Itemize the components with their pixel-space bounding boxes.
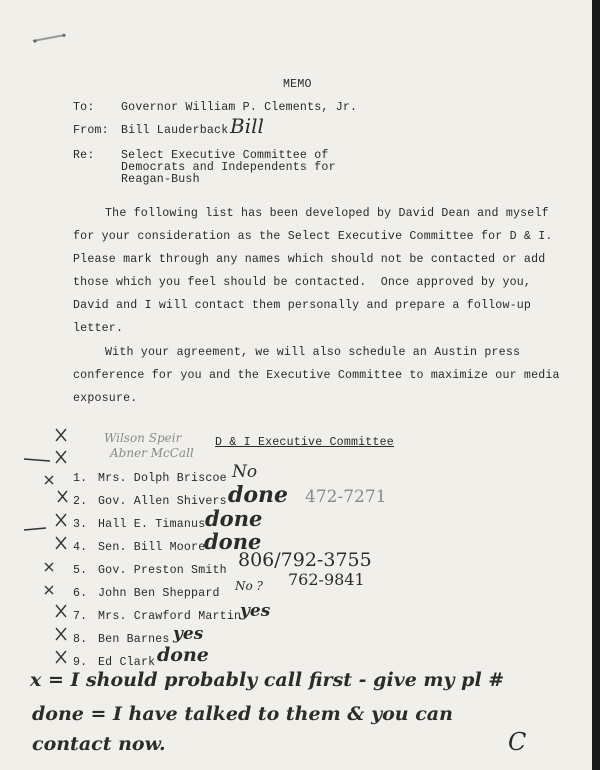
committee-num: 4. (73, 541, 88, 554)
committee-num: 2. (73, 495, 88, 508)
committee-title: D & I Executive Committee (215, 436, 394, 449)
to-value: Governor William P. Clements, Jr. (121, 101, 358, 114)
committee-note: No (232, 462, 258, 482)
body-line: those which you feel should be contacted. Once approved by you, (73, 276, 532, 289)
committee-name: Ed Clark (98, 656, 156, 669)
from-label: From: (73, 124, 109, 137)
from-value: Bill Lauderback (121, 124, 229, 137)
initial-mark: C (508, 728, 527, 756)
committee-name: John Ben Sheppard (98, 587, 220, 600)
body-line: With your agreement, we will also schedule an Austin press (105, 346, 521, 359)
legend-line: x = I should probably call first - give my pl # (30, 669, 505, 691)
to-label: To: (73, 101, 95, 114)
re-line: Select Executive Committee of (121, 149, 329, 162)
committee-num: 8. (73, 633, 88, 646)
committee-name: Mrs. Crawford Martin (98, 610, 242, 623)
body-line: letter. (73, 322, 124, 335)
body-line: Please mark through any names which should not be contacted or add (73, 253, 546, 266)
committee-note: No ? (235, 579, 263, 593)
committee-name: Gov. Preston Smith (98, 564, 227, 577)
committee-num: 9. (73, 656, 88, 669)
legend-line: contact now. (32, 733, 166, 755)
memo-heading: MEMO (283, 78, 312, 91)
committee-name: Sen. Bill Moore (98, 541, 206, 554)
committee-note: done (157, 644, 209, 666)
committee-note: done (228, 482, 289, 508)
committee-note: yes (173, 624, 204, 644)
committee-num: 1. (73, 472, 88, 485)
committee-note: done (204, 529, 262, 554)
committee-note: yes (240, 601, 271, 621)
committee-name: Hall E. Timanus (98, 518, 206, 531)
body-line: conference for you and the Executive Committee to maximize our media (73, 369, 560, 382)
added-name: Abner McCall (110, 446, 194, 460)
committee-num: 6. (73, 587, 88, 600)
legend-line: done = I have talked to them & you can (32, 703, 453, 725)
from-signature: Bill (230, 114, 264, 138)
body-line: The following list has been developed by David Dean and myself (105, 207, 549, 220)
body-line: David and I will contact them personally and prepare a follow-up (73, 299, 532, 312)
committee-num: 5. (73, 564, 88, 577)
body-line: for your consideration as the Select Executive Committee for D & I. (73, 230, 553, 243)
added-name: Wilson Speir (104, 431, 182, 445)
committee-name: Mrs. Dolph Briscoe (98, 472, 227, 485)
committee-num: 3. (73, 518, 88, 531)
committee-num: 7. (73, 610, 88, 623)
re-line: Reagan-Bush (121, 173, 200, 186)
committee-note: 806/792-3755 (238, 549, 372, 571)
committee-name: Gov. Allen Shivers (98, 495, 227, 508)
re-label: Re: (73, 149, 95, 162)
re-line: Democrats and Independents for (121, 161, 336, 174)
committee-name: Ben Barnes (98, 633, 170, 646)
phone-note: 472-7271 (305, 487, 387, 507)
phone-note: 762-9841 (288, 570, 365, 589)
committee-note: done (205, 506, 263, 531)
body-line: exposure. (73, 392, 138, 405)
